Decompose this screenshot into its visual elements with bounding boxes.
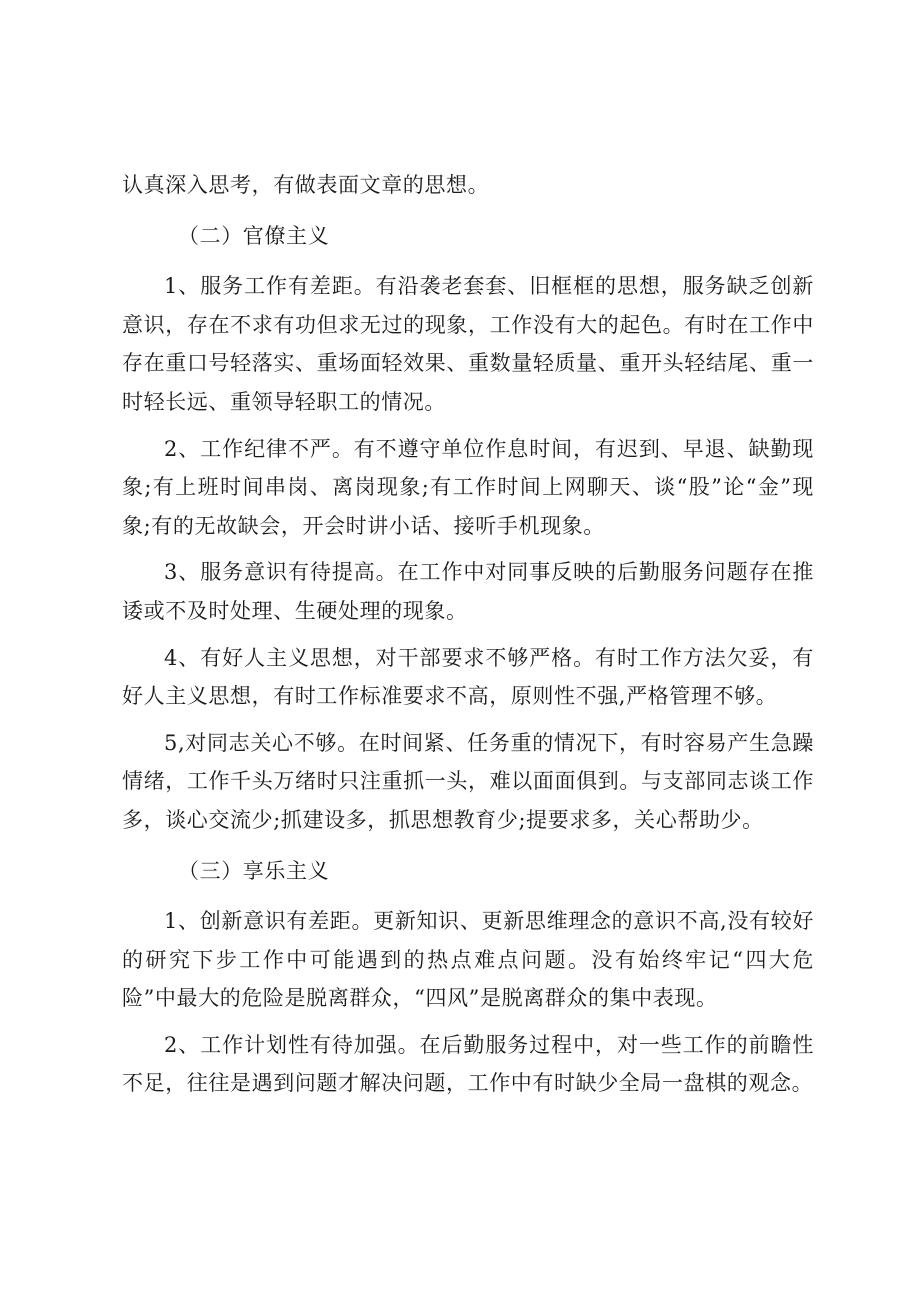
paragraph-3-1: 1、创新意识有差距。更新知识、更新思维理念的意识不高,没有较好的研究下步工作中可能遇到的热点难点问题。没有始终牢记“四大危险”中最大的危险是脱离群众，“四风”是脱离群众的集中表现。 — [122, 909, 814, 1011]
paragraph-2-4: 4、有好人主义思想，对干部要求不够严格。有时工作方法欠妥，有好人主义思想，有时工作标准要求不高，原则性不强,严格管理不够。 — [122, 645, 814, 709]
paragraph-2-3: 3、服务意识有待提高。在工作中对同事反映的后勤服务问题存在推诿或不及时处理、生硬处理的现象。 — [122, 560, 814, 623]
paragraph-2-2: 2、工作纪律不严。有不遵守单位作息时间，有迟到、早退、缺勤现象;有上班时间串岗、离岗现象;有工作时间上网聊天、谈“股”论“金”现象;有的无故缺会，开会时讲小话、接听手机现象。 — [122, 436, 814, 538]
section-heading-bureaucratism: （二）官僚主义 — [178, 223, 330, 248]
paragraph-3-2: 2、工作计划性有待加强。在后勤服务过程中，对一些工作的前瞻性不足，往往是遇到问题才解决问题，工作中有时缺少全局一盘棋的观念。 — [122, 1032, 814, 1096]
document-body — [122, 166, 814, 1103]
paragraph-2-5: 5,对同志关心不够。在时间紧、任务重的情况下，有时容易产生急躁情绪，工作千头万绪时只注重抓一头，难以面面俱到。与支部同志谈工作多，谈心交流少;抓建设多，抓思想教育少;提要求多，关心帮助少。 — [122, 730, 814, 832]
section-heading-hedonism: （三）享乐主义 — [178, 858, 330, 883]
continuation-text: 认真深入思考，有做表面文章的思想。 — [122, 173, 490, 197]
paragraph-2-1: 1、服务工作有差距。有沿袭老套套、旧框框的思想，服务缺乏创新意识，存在不求有功但求无过的现象，工作没有大的起色。有时在工作中存在重口号轻落实、重场面轻效果、重数量轻质量、重开头轻结尾、重一时轻长远、重领导轻职工的情况。 — [122, 274, 814, 414]
